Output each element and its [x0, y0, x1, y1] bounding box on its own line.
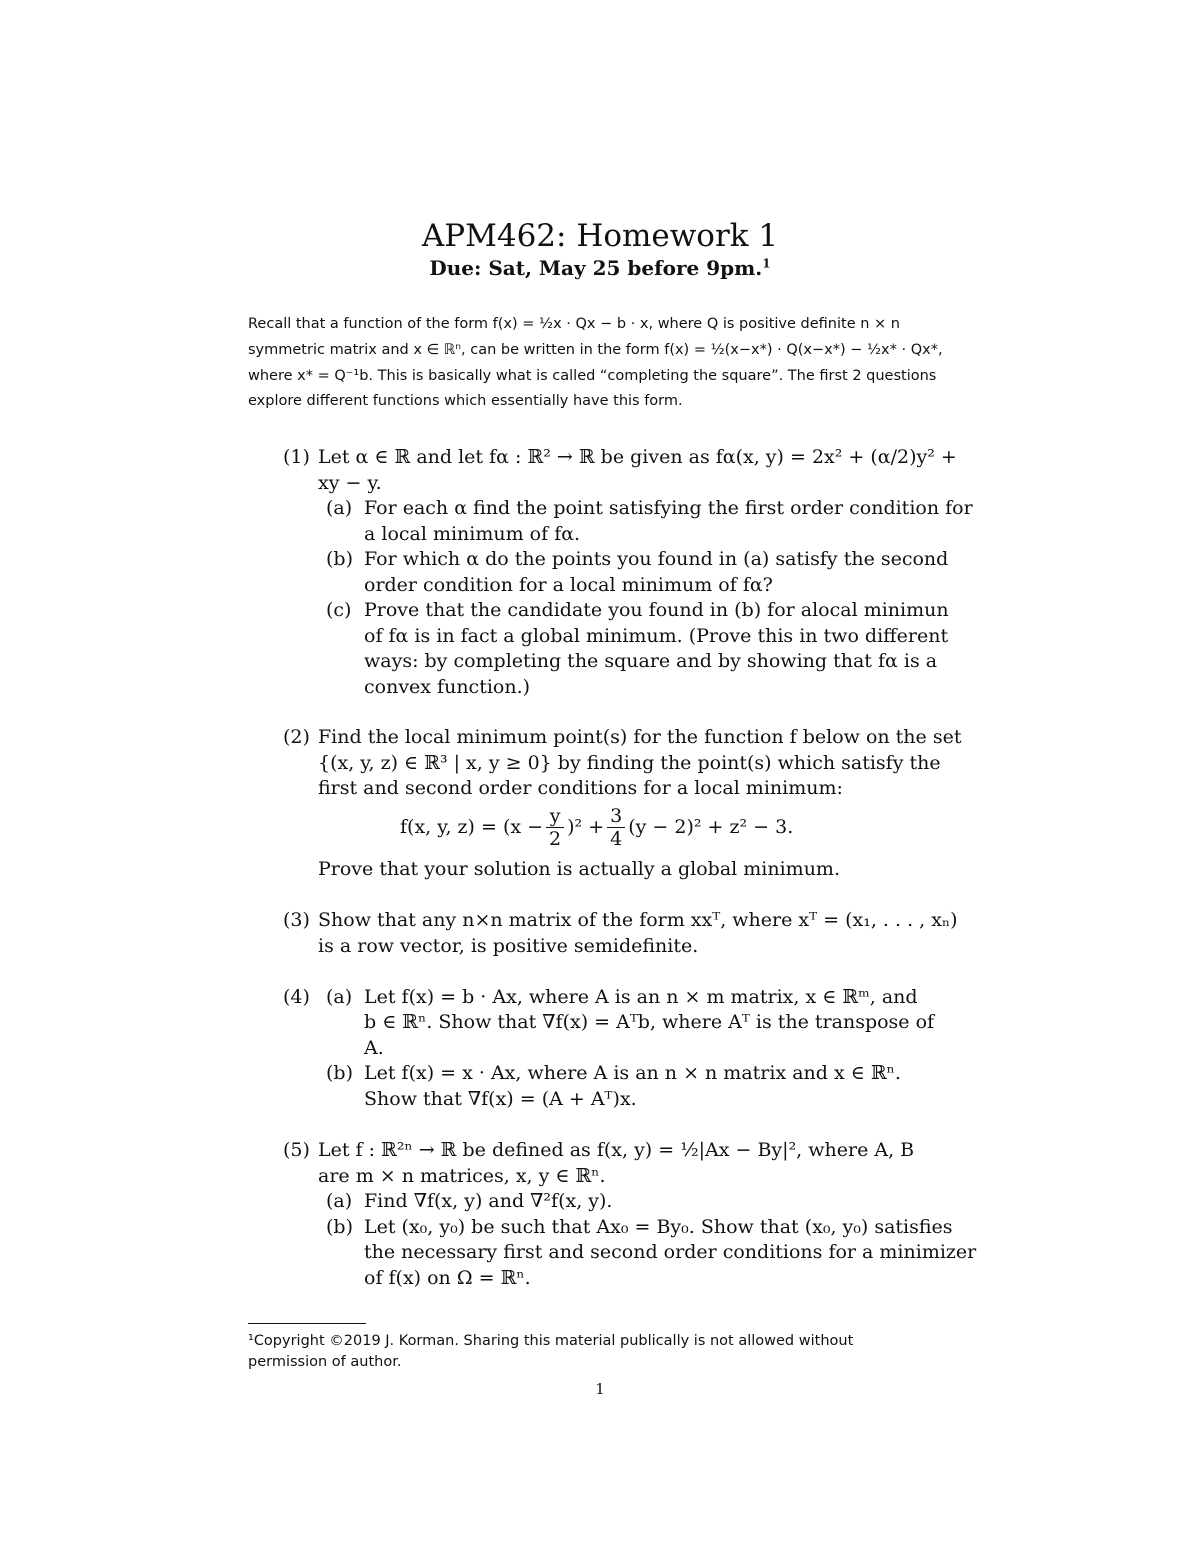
question-1b-label: (b) [326, 548, 353, 570]
footnote-line-1: ¹Copyright ©2019 J. Korman. Sharing this material publically is not allowed without [248, 1333, 854, 1349]
fraction-denominator: 2 [546, 827, 564, 850]
question-5-number: (5) [283, 1139, 310, 1161]
fraction-denominator: 4 [607, 827, 625, 850]
fraction-numerator: y [549, 804, 561, 827]
intro-line-2: symmetric matrix and x ∈ ℝⁿ, can be written in the form f(x) = ½(x−x*) · Q(x−x*) − ½x* · Qx*, [248, 342, 943, 358]
question-2-line-4: Prove that your solution is actually a global minimum. [318, 858, 840, 880]
question-5b-label: (b) [326, 1216, 353, 1238]
footnote-line-2: permission of author. [248, 1354, 402, 1370]
question-1c-label: (c) [326, 599, 352, 621]
fraction-numerator: 3 [610, 804, 623, 827]
intro-line-3: where x* = Q⁻¹b. This is basically what is called “completing the square”. The first 2 questions [248, 368, 937, 384]
question-5b-line-3: of f(x) on Ω = ℝⁿ. [364, 1267, 531, 1289]
question-1-line-2: xy − y. [318, 472, 382, 494]
question-2-line-2: {(x, y, z) ∈ ℝ³ | x, y ≥ 0} by finding the point(s) which satisfy the [318, 752, 941, 774]
intro-line-1: Recall that a function of the form f(x) = ½x · Qx − b · x, where Q is positive definite n × n [248, 316, 900, 332]
question-1c-line-1: Prove that the candidate you found in (b) for alocal minimun [364, 599, 949, 621]
question-1a-label: (a) [326, 497, 353, 519]
question-5b-line-1: Let (x₀, y₀) be such that Ax₀ = By₀. Show that (x₀, y₀) satisfies [364, 1216, 953, 1238]
question-1-number: (1) [283, 446, 310, 468]
page-number: 1 [595, 1380, 605, 1398]
equation-rhs: (y − 2)² + z² − 3. [628, 816, 794, 838]
question-4a-line-1: Let f(x) = b · Ax, where A is an n × m matrix, x ∈ ℝᵐ, and [364, 986, 918, 1008]
question-3-line-2: is a row vector, is positive semidefinite. [318, 935, 699, 957]
question-1c-line-4: convex function.) [364, 676, 531, 698]
due-date [0, 256, 1200, 280]
question-2-equation [400, 800, 793, 854]
question-1b-line-1: For which α do the points you found in (a) satisfy the second [364, 548, 949, 570]
question-5a-line-1: Find ∇f(x, y) and ∇²f(x, y). [364, 1190, 613, 1212]
question-1c-line-3: ways: by completing the square and by showing that fα is a [364, 650, 938, 672]
question-1b-line-2: order condition for a local minimum of fα? [364, 574, 773, 596]
equation-lhs: f(x, y, z) = (x − [400, 816, 544, 838]
equation-fraction-3-over-4 [607, 805, 625, 850]
question-4b-label: (b) [326, 1062, 353, 1084]
footnote-mark: 1 [762, 256, 771, 271]
intro-line-4: explore different functions which essentially have this form. [248, 393, 683, 409]
question-4-number: (4) [283, 986, 310, 1008]
question-4a-label: (a) [326, 986, 353, 1008]
question-2-number: (2) [283, 726, 310, 748]
question-3-number: (3) [283, 909, 310, 931]
question-3-line-1: Show that any n×n matrix of the form xxᵀ, where xᵀ = (x₁, . . . , xₙ) [318, 909, 958, 931]
footnote-divider [248, 1323, 366, 1324]
question-2-line-1: Find the local minimum point(s) for the function f below on the set [318, 726, 962, 748]
due-text: Due: Sat, May 25 before 9pm. [429, 256, 763, 280]
question-4b-line-1: Let f(x) = x · Ax, where A is an n × n matrix and x ∈ ℝⁿ. [364, 1062, 901, 1084]
question-5b-line-2: the necessary first and second order conditions for a minimizer [364, 1241, 977, 1263]
question-1a-line-2: a local minimum of fα. [364, 523, 581, 545]
equation-middle: )² + [567, 816, 605, 838]
question-4b-line-2: Show that ∇f(x) = (A + Aᵀ)x. [364, 1088, 637, 1110]
question-4a-line-3: A. [364, 1037, 384, 1059]
question-4a-line-2: b ∈ ℝⁿ. Show that ∇f(x) = Aᵀb, where Aᵀ is the transpose of [364, 1011, 935, 1033]
page-title: APM462: Homework 1 [421, 218, 779, 254]
question-1-line-1: Let α ∈ ℝ and let fα : ℝ² → ℝ be given as fα(x, y) = 2x² + (α/2)y² + [318, 446, 957, 468]
question-5-line-2: are m × n matrices, x, y ∈ ℝⁿ. [318, 1165, 606, 1187]
question-5-line-1: Let f : ℝ²ⁿ → ℝ be defined as f(x, y) = ½|Ax − By|², where A, B [318, 1139, 915, 1161]
question-1c-line-2: of fα is in fact a global minimum. (Prove this in two different [364, 625, 949, 647]
question-2-line-3: first and second order conditions for a local minimum: [318, 777, 843, 799]
question-1a-line-1: For each α find the point satisfying the first order condition for [364, 497, 973, 519]
equation-fraction-y-over-2 [546, 805, 564, 850]
question-5a-label: (a) [326, 1190, 353, 1212]
